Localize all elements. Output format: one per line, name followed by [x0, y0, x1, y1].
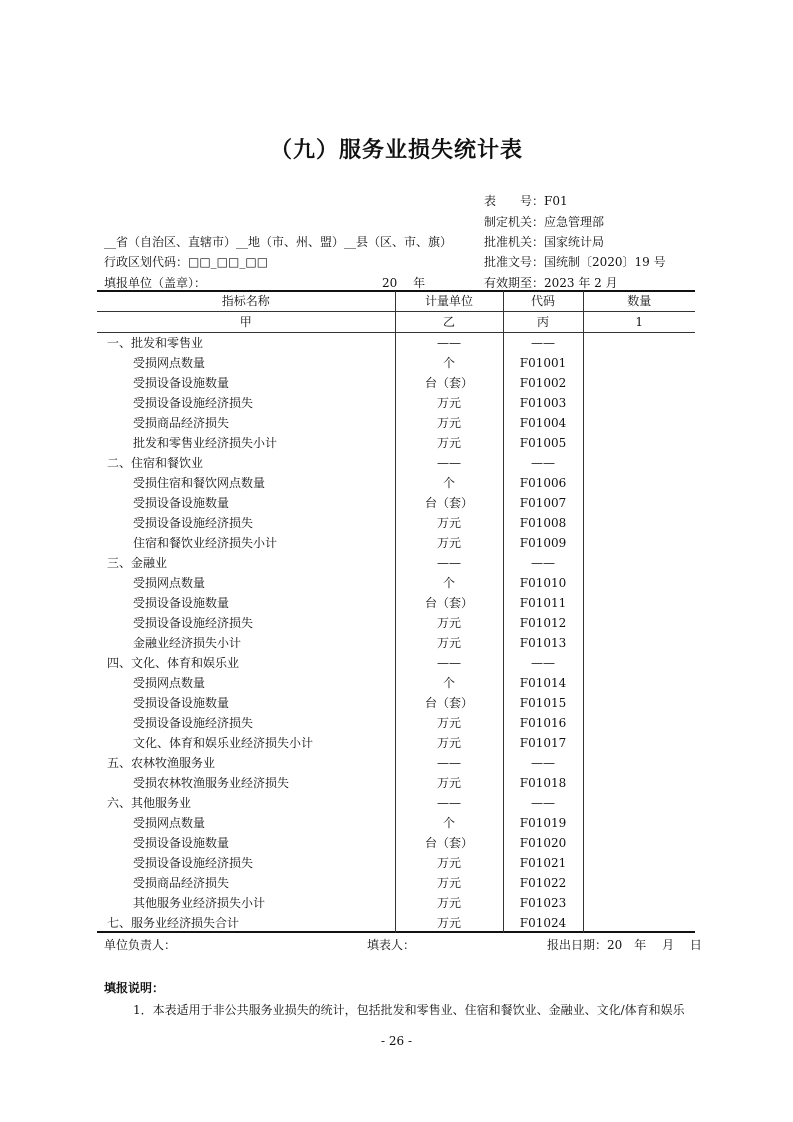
indicator-name: 受损设备设施经济损失	[97, 513, 395, 533]
quantity-cell[interactable]	[583, 773, 695, 793]
indicator-name: 受损设备设施经济损失	[97, 393, 395, 413]
indicator-name: 受损设备设施数量	[97, 373, 395, 393]
indicator-name: 住宿和餐饮业经济损失小计	[97, 533, 395, 553]
indicator-name: 批发和零售业经济损失小计	[97, 433, 395, 453]
indicator-name: 受损商品经济损失	[97, 413, 395, 433]
code-cell: F01008	[503, 513, 583, 533]
table-row	[97, 513, 695, 533]
indicator-name: 七、服务业经济损失合计	[97, 913, 395, 933]
subheader-col1: 1	[583, 312, 695, 333]
indicator-name: 一、批发和零售业	[97, 333, 395, 354]
table-row	[97, 913, 695, 933]
quantity-cell[interactable]	[583, 513, 695, 533]
quantity-cell[interactable]	[583, 753, 695, 773]
quantity-cell[interactable]	[583, 833, 695, 853]
code-cell: F01009	[503, 533, 583, 553]
unit-cell: 万元	[395, 433, 503, 453]
quantity-cell[interactable]	[583, 453, 695, 473]
unit-cell: 万元	[395, 613, 503, 633]
quantity-cell[interactable]	[583, 493, 695, 513]
table-row	[97, 853, 695, 873]
code-cell: F01021	[503, 853, 583, 873]
code-cell: F01010	[503, 573, 583, 593]
subheader-jia: 甲	[97, 312, 395, 333]
subheader-row	[97, 312, 695, 333]
quantity-cell[interactable]	[583, 893, 695, 913]
code-cell: F01016	[503, 713, 583, 733]
indicator-name: 受损设备设施数量	[97, 593, 395, 613]
indicator-name: 受损设备设施经济损失	[97, 853, 395, 873]
quantity-cell[interactable]	[583, 693, 695, 713]
table-row	[97, 533, 695, 553]
code-cell: F01019	[503, 813, 583, 833]
quantity-cell[interactable]	[583, 533, 695, 553]
table-row	[97, 593, 695, 613]
table-row	[97, 893, 695, 913]
unit-cell: 万元	[395, 893, 503, 913]
table-row	[97, 333, 695, 354]
unit-cell: ——	[395, 453, 503, 473]
unit-cell: 万元	[395, 853, 503, 873]
unit-cell: 万元	[395, 513, 503, 533]
code-cell: F01023	[503, 893, 583, 913]
code-cell: F01002	[503, 373, 583, 393]
table-row	[97, 753, 695, 773]
code-cell: F01013	[503, 633, 583, 653]
table-row	[97, 793, 695, 813]
table-row	[97, 353, 695, 373]
unit-cell: 个	[395, 813, 503, 833]
table-row	[97, 453, 695, 473]
table-row	[97, 373, 695, 393]
table-row	[97, 573, 695, 593]
table-row	[97, 413, 695, 433]
indicator-name: 受损设备设施经济损失	[97, 713, 395, 733]
unit-cell: 万元	[395, 713, 503, 733]
table-row	[97, 733, 695, 753]
code-cell: F01011	[503, 593, 583, 613]
table-row	[97, 693, 695, 713]
table-row	[97, 493, 695, 513]
unit-cell: ——	[395, 753, 503, 773]
table-row	[97, 553, 695, 573]
code-cell: F01007	[503, 493, 583, 513]
page-number: - 26 -	[380, 1034, 412, 1048]
approval-document: 批准文号：国统制〔2020〕19 号	[484, 255, 666, 269]
quantity-cell[interactable]	[583, 553, 695, 573]
quantity-cell[interactable]	[583, 793, 695, 813]
header-unit: 计量单位	[395, 291, 503, 312]
notes-title: 填报说明：	[104, 981, 165, 995]
indicator-name: 受损设备设施经济损失	[97, 613, 395, 633]
unit-cell: 台（套）	[395, 493, 503, 513]
code-cell: F01012	[503, 613, 583, 633]
quantity-cell[interactable]	[583, 633, 695, 653]
table-row	[97, 613, 695, 633]
quantity-cell[interactable]	[583, 473, 695, 493]
responsible-label: 单位负责人：	[104, 938, 177, 952]
indicator-name: 二、住宿和餐饮业	[97, 453, 395, 473]
table-row	[97, 633, 695, 653]
unit-cell: 个	[395, 353, 503, 373]
unit-cell: 个	[395, 673, 503, 693]
quantity-cell[interactable]	[583, 593, 695, 613]
unit-cell: ——	[395, 793, 503, 813]
header-quantity: 数量	[583, 291, 695, 312]
indicator-name: 受损商品经济损失	[97, 873, 395, 893]
indicator-name: 三、金融业	[97, 553, 395, 573]
unit-cell: 万元	[395, 733, 503, 753]
indicator-name: 六、其他服务业	[97, 793, 395, 813]
code-cell: ——	[503, 333, 583, 354]
unit-cell: 万元	[395, 413, 503, 433]
unit-cell: 万元	[395, 533, 503, 553]
code-cell: F01005	[503, 433, 583, 453]
table-row	[97, 653, 695, 673]
quantity-cell[interactable]	[583, 673, 695, 693]
approval-authority: 批准机关：国家统计局	[484, 235, 605, 249]
code-cell: ——	[503, 653, 583, 673]
quantity-cell[interactable]	[583, 353, 695, 373]
valid-until: 有效期至：2023 年 2 月	[484, 276, 618, 290]
table-row	[97, 673, 695, 693]
subheader-yi: 乙	[395, 312, 503, 333]
unit-cell: 个	[395, 573, 503, 593]
region-line: __省（自治区、直辖市）__地（市、州、盟）__县（区、市、旗）	[104, 235, 453, 249]
issuing-authority: 制定机关：应急管理部	[484, 215, 605, 229]
indicator-name: 文化、体育和娱乐业经济损失小计	[97, 733, 395, 753]
quantity-cell[interactable]	[583, 573, 695, 593]
header-indicator-name: 指标名称	[97, 291, 395, 312]
unit-cell: 台（套）	[395, 373, 503, 393]
indicator-name: 受损网点数量	[97, 813, 395, 833]
region-code: 行政区划代码：□□_□□_□□	[104, 255, 269, 269]
quantity-cell[interactable]	[583, 813, 695, 833]
indicator-name: 五、农林牧渔服务业	[97, 753, 395, 773]
indicator-name: 受损设备设施数量	[97, 493, 395, 513]
table-row	[97, 473, 695, 493]
code-cell: ——	[503, 453, 583, 473]
indicator-name: 受损住宿和餐饮网点数量	[97, 473, 395, 493]
code-cell: ——	[503, 753, 583, 773]
unit-cell: ——	[395, 653, 503, 673]
statistics-table	[97, 291, 695, 933]
indicator-name: 受损设备设施数量	[97, 833, 395, 853]
code-cell: ——	[503, 793, 583, 813]
code-cell: F01018	[503, 773, 583, 793]
report-year: 20 年	[382, 276, 426, 290]
indicator-name: 受损网点数量	[97, 353, 395, 373]
indicator-name: 受损农林牧渔服务业经济损失	[97, 773, 395, 793]
code-cell: F01001	[503, 353, 583, 373]
unit-cell: 万元	[395, 393, 503, 413]
unit-cell: 个	[395, 473, 503, 493]
unit-cell: 台（套）	[395, 593, 503, 613]
indicator-name: 受损网点数量	[97, 573, 395, 593]
quantity-cell[interactable]	[583, 713, 695, 733]
unit-cell: 万元	[395, 873, 503, 893]
table-row	[97, 833, 695, 853]
table-row	[97, 433, 695, 453]
indicator-name: 受损设备设施数量	[97, 693, 395, 713]
unit-cell: ——	[395, 553, 503, 573]
code-cell: ——	[503, 553, 583, 573]
quantity-cell[interactable]	[583, 373, 695, 393]
unit-cell: 台（套）	[395, 693, 503, 713]
code-cell: F01024	[503, 913, 583, 933]
quantity-cell[interactable]	[583, 653, 695, 673]
reporting-unit: 填报单位（盖章）：	[104, 276, 207, 290]
quantity-cell[interactable]	[583, 853, 695, 873]
header-row	[97, 291, 695, 312]
quantity-cell[interactable]	[583, 413, 695, 433]
code-cell: F01004	[503, 413, 583, 433]
note-item: 1．本表适用于非公共服务业损失的统计，包括批发和零售业、住宿和餐饮业、金融业、文化/体育和娱乐	[133, 1003, 685, 1017]
page-title: （九）服务业损失统计表	[269, 138, 523, 163]
table-row	[97, 773, 695, 793]
code-cell: F01006	[503, 473, 583, 493]
header-code: 代码	[503, 291, 583, 312]
filler-label: 填表人：	[367, 938, 416, 952]
table-row	[97, 873, 695, 893]
quantity-cell[interactable]	[583, 613, 695, 633]
unit-cell: 台（套）	[395, 833, 503, 853]
quantity-cell[interactable]	[583, 733, 695, 753]
quantity-cell[interactable]	[583, 913, 695, 933]
unit-cell: ——	[395, 333, 503, 354]
unit-cell: 万元	[395, 633, 503, 653]
code-cell: F01017	[503, 733, 583, 753]
indicator-name: 四、文化、体育和娱乐业	[97, 653, 395, 673]
form-number: 表 号：F01	[484, 194, 568, 208]
report-date-label: 报出日期：20 年 月 日	[547, 938, 702, 952]
table-row	[97, 393, 695, 413]
table-row	[97, 713, 695, 733]
unit-cell: 万元	[395, 773, 503, 793]
unit-cell: 万元	[395, 913, 503, 933]
indicator-name: 金融业经济损失小计	[97, 633, 395, 653]
quantity-cell[interactable]	[583, 393, 695, 413]
code-cell: F01020	[503, 833, 583, 853]
code-cell: F01003	[503, 393, 583, 413]
quantity-cell[interactable]	[583, 333, 695, 354]
subheader-bing: 丙	[503, 312, 583, 333]
indicator-name: 其他服务业经济损失小计	[97, 893, 395, 913]
quantity-cell[interactable]	[583, 433, 695, 453]
code-cell: F01014	[503, 673, 583, 693]
code-cell: F01015	[503, 693, 583, 713]
quantity-cell[interactable]	[583, 873, 695, 893]
code-cell: F01022	[503, 873, 583, 893]
indicator-name: 受损网点数量	[97, 673, 395, 693]
table-row	[97, 813, 695, 833]
